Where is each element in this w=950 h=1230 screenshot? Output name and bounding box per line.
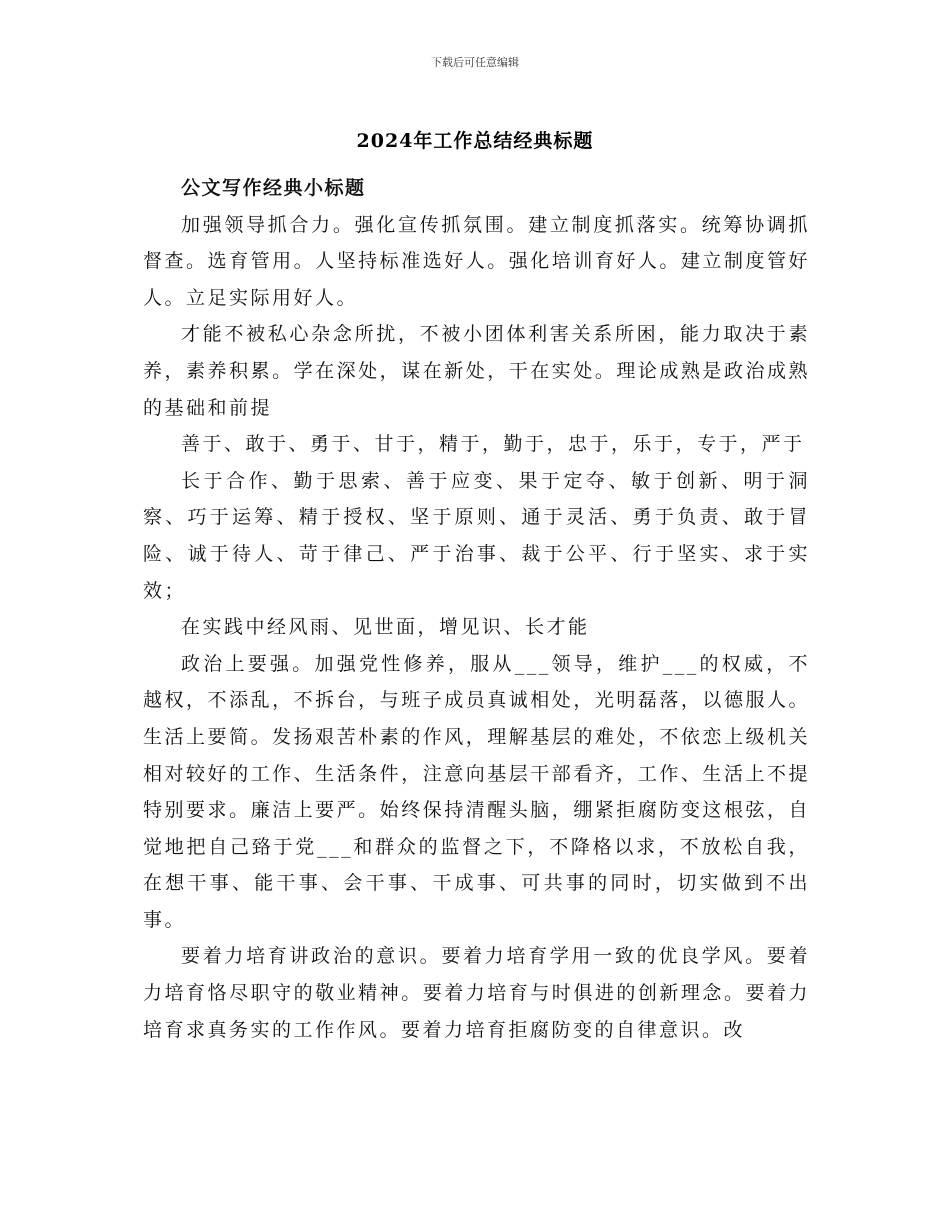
body-paragraph: 加强领导抓合力。强化宣传抓氛围。建立制度抓落实。统筹协调抓督查。选育管用。人坚持标准选好人。强化培训育好人。建立制度管好人。立足实际用好人。 bbox=[143, 213, 810, 309]
body-paragraph: 在实践中经风雨、见世面，增见识、长才能 bbox=[181, 616, 590, 639]
page-header-note: 下载后可任意编辑 bbox=[431, 56, 519, 69]
body-paragraph: 政治上要强。加强党性修养，服从___领导，维护___的权威，不越权，不添乱，不拆台，与班子成员真诚相处，光明磊落，以德服人。生活上要简。发扬艰苦朴素的作风，理解基层的难处，不依恋上级机关相对较好的工作、生活条件，注意向基层干部看齐，工作、生活上不提特别要求。廉洁上要严。始终保持清醒头脑，绷紧拒腐防变这根弦，自觉地把自己臵于党___和群众的监督之下，不降格以求，不放松自我，在想干事、能干事、会干事、干成事、可共事的同时，切实做到不出事。 bbox=[143, 652, 810, 931]
body-paragraph: 长于合作、勤于思索、善于应变、果于定夺、敏于创新、明于洞察、巧于运筹、精于授权、坚于原则、通于灵活、勇于负责、敢于冒险、诚于待人、苛于律己、严于治事、裁于公平、行于坚实、求于实效； bbox=[143, 469, 810, 602]
body-paragraph: 善于、敢于、勇于、甘于，精于，勤于，忠于，乐于，专于，严于 bbox=[181, 433, 805, 456]
body-paragraph: 要着力培育讲政治的意识。要着力培育学用一致的优良学风。要着力培育恪尽职守的敬业精神。要着力培育与时俱进的创新理念。要着力培育求真务实的工作作风。要着力培育拒腐防变的自律意识。改 bbox=[143, 945, 810, 1041]
body-paragraph: 才能不被私心杂念所扰，不被小团体利害关系所困，能力取决于素养，素养积累。学在深处，谋在新处，干在实处。理论成熟是政治成熟的基础和前提 bbox=[143, 323, 810, 419]
document-title: 2024年工作总结经典标题 bbox=[356, 130, 594, 152]
document-body bbox=[143, 170, 810, 1048]
section-subheading: 公文写作经典小标题 bbox=[181, 177, 366, 199]
